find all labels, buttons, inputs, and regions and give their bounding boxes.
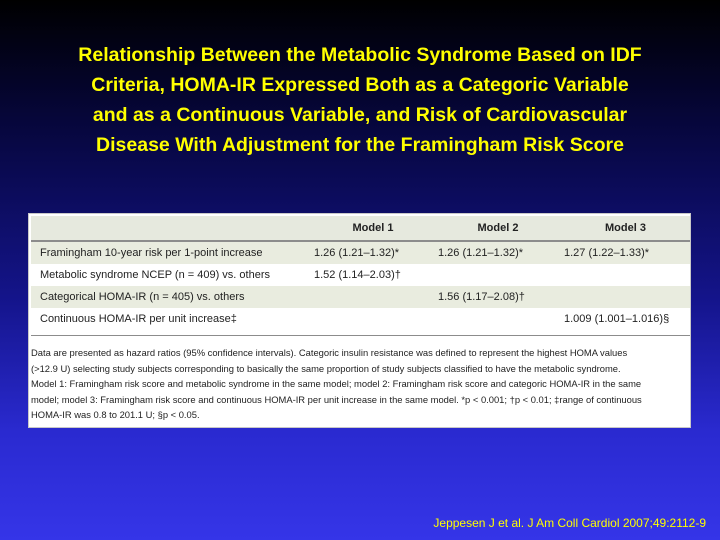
table-row bbox=[31, 286, 690, 308]
footnote-line: (>12.9 U) selecting study subjects corresponding to basically the same proportion of study subjects classified to have the metabolic syndrome. bbox=[31, 362, 621, 374]
column-header-model-1: Model 1 bbox=[311, 216, 435, 241]
footnote-line: model; model 3: Framingham risk score and continuous HOMA-IR per unit increase in the same model. *p < 0.001; †p < 0.01; ‡range of continuous bbox=[31, 393, 642, 405]
cell-model-3: 1.009 (1.001–1.016)§ bbox=[561, 308, 690, 330]
row-label: Categorical HOMA-IR (n = 405) vs. others bbox=[31, 286, 311, 308]
cell-model-2: 1.56 (1.17–2.08)† bbox=[435, 286, 561, 308]
cell-model-3 bbox=[561, 286, 690, 308]
cell-model-1 bbox=[311, 308, 435, 330]
table-row bbox=[31, 241, 690, 264]
column-header-label bbox=[31, 216, 311, 241]
table-panel bbox=[28, 213, 691, 428]
table-bottom-rule bbox=[31, 335, 690, 336]
citation: Jeppesen J et al. J Am Coll Cardiol 2007;49:2112-9 bbox=[433, 516, 706, 530]
table-row bbox=[31, 264, 690, 286]
table-footnote bbox=[31, 345, 690, 423]
cell-model-3 bbox=[561, 264, 690, 286]
title-line: Disease With Adjustment for the Framingham Risk Score bbox=[96, 134, 624, 156]
cell-model-2: 1.26 (1.21–1.32)* bbox=[435, 241, 561, 264]
cell-model-3: 1.27 (1.22–1.33)* bbox=[561, 241, 690, 264]
table-row bbox=[31, 308, 690, 330]
cell-model-2 bbox=[435, 308, 561, 330]
title-line: Relationship Between the Metabolic Syndrome Based on IDF bbox=[78, 44, 642, 66]
column-header-model-2: Model 2 bbox=[435, 216, 561, 241]
cell-model-2 bbox=[435, 264, 561, 286]
footnote-line: HOMA-IR was 0.8 to 201.1 U; §p < 0.05. bbox=[31, 409, 200, 421]
footnote-line: Data are presented as hazard ratios (95% confidence intervals). Categoric insulin resistance was defined to represent the highest HOMA values bbox=[31, 347, 628, 358]
row-label: Metabolic syndrome NCEP (n = 409) vs. others bbox=[31, 264, 311, 286]
title-line: Criteria, HOMA-IR Expressed Both as a Categoric Variable bbox=[91, 74, 629, 96]
cell-model-1: 1.26 (1.21–1.32)* bbox=[311, 241, 435, 264]
cell-model-1: 1.52 (1.14–2.03)† bbox=[311, 264, 435, 286]
title-line: and as a Continuous Variable, and Risk of Cardiovascular bbox=[92, 104, 628, 126]
column-header-model-3: Model 3 bbox=[561, 216, 690, 241]
table-header-row bbox=[31, 216, 690, 241]
row-label: Continuous HOMA-IR per unit increase‡ bbox=[31, 308, 311, 330]
footnote-line: Model 1: Framingham risk score and metabolic syndrome in the same model; model 2: Framingham risk score and categoric HOMA-IR in the same bbox=[31, 378, 642, 390]
slide-title bbox=[20, 40, 700, 160]
row-label: Framingham 10-year risk per 1-point increase bbox=[31, 241, 311, 264]
cell-model-1 bbox=[311, 286, 435, 308]
results-table bbox=[31, 216, 690, 330]
